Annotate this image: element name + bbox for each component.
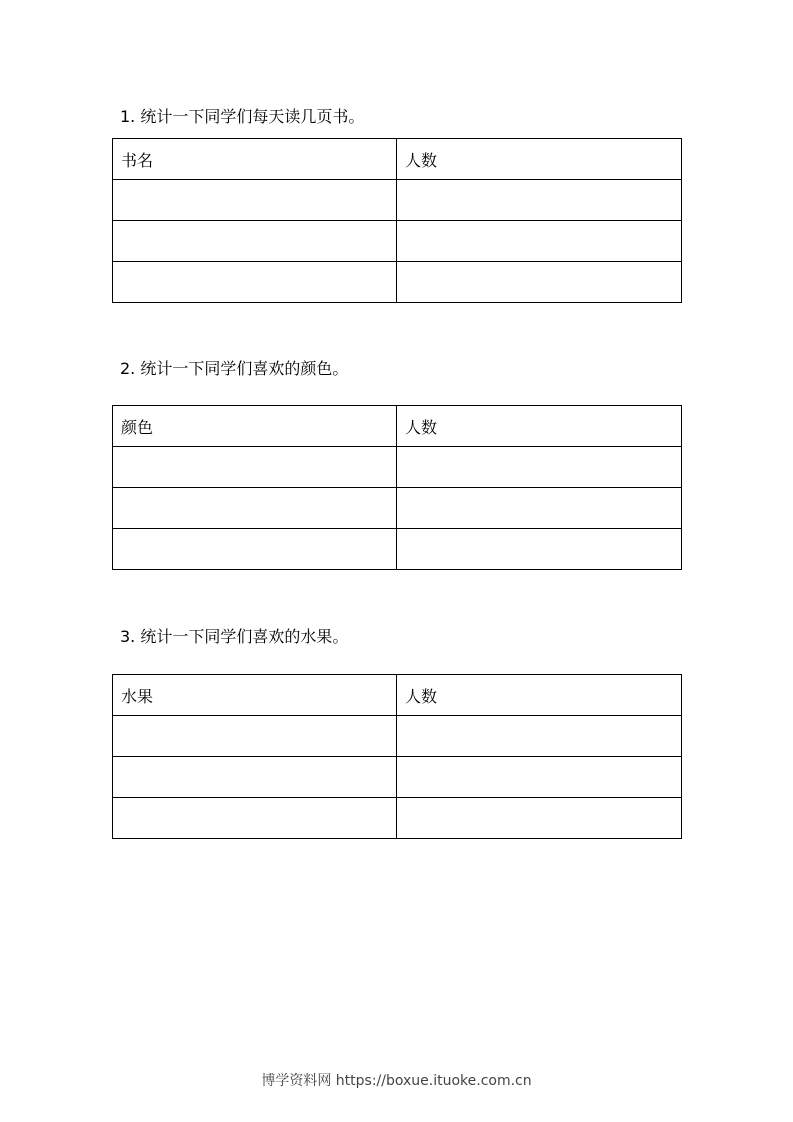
header-fruit: 水果 (113, 675, 397, 716)
question-1-text: 1. 统计一下同学们每天读几页书。 (120, 107, 365, 126)
table-cell[interactable] (397, 221, 682, 262)
fruit-survey-table (112, 674, 682, 839)
table-row (113, 262, 682, 303)
table-cell[interactable] (113, 757, 397, 798)
table-cell[interactable] (113, 221, 397, 262)
question-3-text: 3. 统计一下同学们喜欢的水果。 (120, 627, 349, 646)
table-header-row (113, 675, 682, 716)
header-count: 人数 (397, 675, 682, 716)
footer-source-text: 博学资料网 https://boxue.ituoke.com.cn (261, 1073, 532, 1089)
table-cell[interactable] (397, 757, 682, 798)
table-cell[interactable] (397, 529, 682, 570)
book-survey-table (112, 138, 682, 303)
header-count: 人数 (397, 406, 682, 447)
table-row (113, 757, 682, 798)
table-cell[interactable] (113, 488, 397, 529)
table-cell[interactable] (113, 798, 397, 839)
table-cell[interactable] (397, 488, 682, 529)
table-header-row (113, 139, 682, 180)
question-2-text: 2. 统计一下同学们喜欢的颜色。 (120, 359, 349, 378)
table-row (113, 488, 682, 529)
table-row (113, 798, 682, 839)
table-cell[interactable] (113, 262, 397, 303)
table-cell[interactable] (397, 180, 682, 221)
header-book-name: 书名 (113, 139, 397, 180)
table-row (113, 529, 682, 570)
table-cell[interactable] (113, 529, 397, 570)
table-cell[interactable] (113, 447, 397, 488)
table-cell[interactable] (397, 798, 682, 839)
table-cell[interactable] (113, 716, 397, 757)
table-cell[interactable] (397, 447, 682, 488)
table-header-row (113, 406, 682, 447)
header-color: 颜色 (113, 406, 397, 447)
table-row (113, 716, 682, 757)
color-survey-table (112, 405, 682, 570)
table-cell[interactable] (397, 262, 682, 303)
table-cell[interactable] (397, 716, 682, 757)
table-row (113, 180, 682, 221)
table-row (113, 447, 682, 488)
header-count: 人数 (397, 139, 682, 180)
table-row (113, 221, 682, 262)
table-cell[interactable] (113, 180, 397, 221)
